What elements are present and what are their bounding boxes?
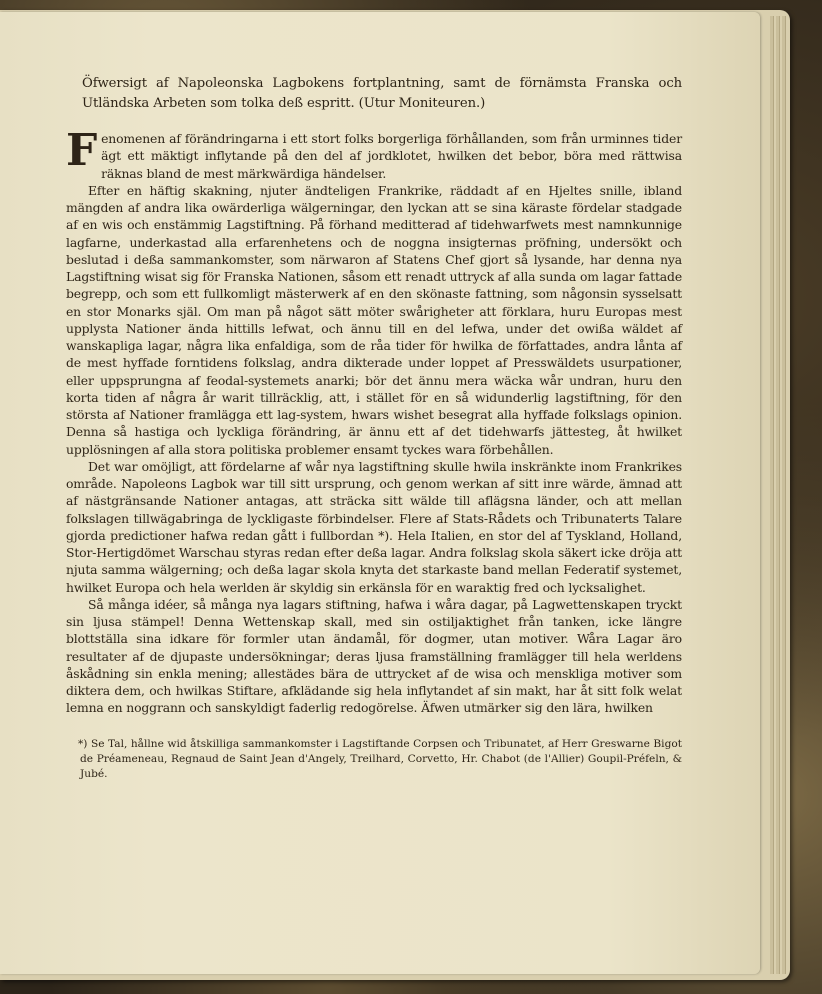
book-page [0,12,760,974]
page-edge [770,16,774,974]
paragraph-2: Efter en häftig skakning, njuter ändteligen Frankrike, räddadt af en Hjeltes snille, ibland mängden af andra lika owärderliga wälgerningar, den lyckan att se sina käraste fördelar stadgade af en wis och enstämmig Lagstiftning. På förhand meditterad af tidehwarfwets mest namnkunnige lagfarne, underkastad alla erfarenhetens och de noggna insigternas pröfning, undersökt och beslutad i deßa sammankomster, som närwaron af Statens Chef gjort så lysande, har denna nya Lagstiftning wisat sig för Franska Nationen, såsom ett renadt uttryck af alla sunda om lagar fattade begrepp, och som ett fullkomligt mästerwerk af en den skönaste fattning, som någonsin sysselsatt en stor Monarks själ. Om man på något sätt möter swårigheter att förklara, huru Europas mest upplysta Nationer ända hittills lefwat, och ännu till en del lefwa, under det owißa wäldet af wanskapliga lagar, några lika enfaldiga, som de råa tider för hwilka de författades, andra lånta af de mest hyffade forntidens folkslag, andra dikterade under loppet af Presswäldets usurpationer, eller uppsprungna af feodal-systemets anarki; bör det ännu mera wäcka wår undran, huru den korta tiden af några år warit tillräcklig, att, i stället för en så widunderlig lagstiftning, för den största af Nationer framlägga ett lag-system, hwars wishet besegrat alla hyffade folkslags opinion. Denna så hastiga och lyckliga förändring, är ännu ett af det tidehwarfs jättesteg, åt hwilket upplösningen af alla stora politiska problemer ensamt tyckes wara förbehållen. [66,182,682,457]
footnote: *) Se Tal, hållne wid åtskilliga sammankomster i Lagstiftande Corpsen och Tribunatet, af Herr Greswarne Bigot de Préameneau, Regnaud de Saint Jean d'Angely, Treilhard, Corvetto, Hr. Chabot (de l'Allier) Goupil-Préfeln, & Jubé. [78,737,682,780]
paragraph-text: enomenen af förändringarna i ett stort folks borgerliga förhållanden, som från urminnes tider ägt ett mäktigt inflytande på den del af jordklotet, hwilken det bebor, böra med rättwisa räknas bland de mest märkwärdiga händelser. [101,131,682,181]
page-edge [776,16,780,974]
paragraph-1 [66,125,682,182]
paragraph-3: Det war omöjligt, att fördelarne af wår nya lagstiftning skulle hwila inskränkte inom Frankrikes område. Napoleons Lagbok war till sitt ursprung, och genom werkan af sitt inre wärde, ämnad att af nästgränsande Nationer antagas, att sträcka sitt wälde till aflägsna länder, och att mellan folkslagen tillwägabringa de lyckligaste förbindelser. Flere af Stats-Rådets och Tribunaterts Talare gjorda predictioner hafwa redan gått i fullbordan *). Hela Italien, en stor del af Tyskland, Holland, Stor-Hertigdömet Warschau styras redan efter deßa lagar. Andra folkslag skola säkert icke dröja att njuta samma wälgerning; och deßa lagar skola knyta det starkaste band mellan Federatif systemet, hwilket Europa och hela werlden är skyldig sin erkänsla för en waraktig fred och lycksalighet. [66,458,682,595]
drop-cap: F [66,125,98,176]
page-edge [782,16,786,974]
article-body [66,125,682,717]
article-title: Öfwersigt af Napoleonska Lagbokens fortplantning, samt de förnämsta Franska och Utländska Arbeten som tolka deß espritt. (Utur Moniteuren.) [82,76,682,111]
paragraph-4: Så många idéer, så många nya lagars stiftning, hafwa i wåra dagar, på Lagwettenskapen tryckt sin ljusa stämpel! Denna Wettenskap skall, med sin ostiljaktighet från tanken, icke längre blottställa sina idkare för formler utan ändamål, för dogmer, utan motiver. Wåra Lagar äro resultater af de djupaste undersökningar; deras ljusa framställning framlägger till hela werldens åskådning sin enkla mening; allestädes bära de uttrycket af de wisa och menskliga motiver som diktera dem, och hwilkas Stiftare, afklädande sig hela inflytandet af sin makt, har åt sitt folk welat lemna en noggrann och sanskyldigt faderlig redogörelse. Äfwen utmärker sig den lära, hwilken [66,596,682,716]
page-content [66,74,682,782]
